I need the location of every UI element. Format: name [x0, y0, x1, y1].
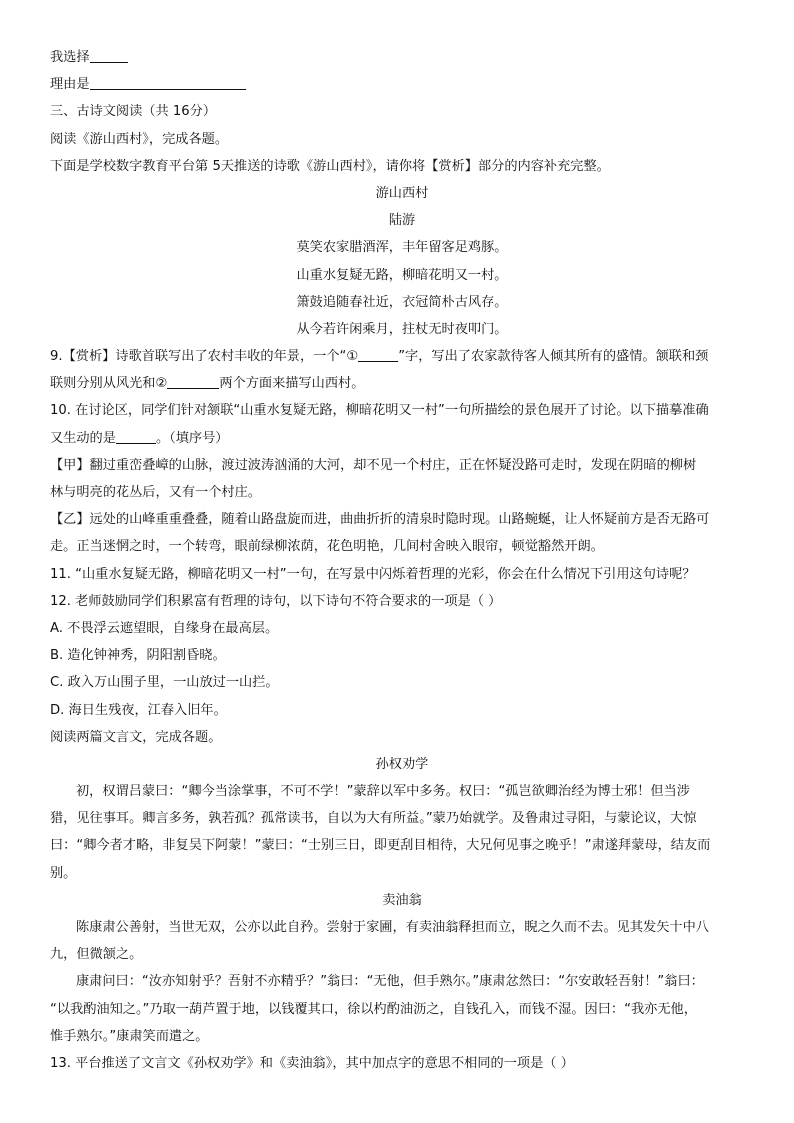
text-2-title: 卖油翁 [382, 892, 422, 908]
q9-text: 两个方面来描写山西村。 [219, 376, 365, 392]
poem-line: 箫鼓追随春社近，衣冠简朴古风存。 [296, 294, 508, 310]
text-1-line: 猎，见往事耳。卿言多务，孰若孤？孤常读书，自以为大有所益。”蒙乃始就学。及鲁肃过寻阳，与蒙论议，大惊 [50, 811, 697, 827]
question-12-option-c[interactable]: C. 政入万山围子里，一山放过一山拦。 [50, 675, 279, 691]
question-12-option-d[interactable]: D. 海日生残夜，江春入旧年。 [50, 702, 227, 718]
choice-label: 我选择 [50, 50, 90, 65]
q9-blank-2[interactable] [167, 373, 219, 389]
option-yi: 【乙】远处的山峰重重叠叠，随着山路盘旋而进，曲曲折折的清泉时隐时现。山路蜿蜒，让人怀疑前方是否无路可 [50, 512, 710, 528]
poem-line: 莫笑农家腊酒浑，丰年留客足鸡豚。 [296, 240, 508, 256]
reason-line [50, 71, 754, 98]
question-12-option-a[interactable]: A. 不畏浮云遮望眼，自缘身在最高层。 [50, 620, 279, 636]
q10-blank[interactable] [116, 428, 156, 444]
question-10-line-1: 10. 在讨论区，同学们针对颔联“山重水复疑无路，柳暗花明又一村”一句所描绘的景色展开了讨论。以下描摹准确 [50, 403, 709, 419]
text-1-line: 曰：“卿今者才略，非复吴下阿蒙！”蒙曰：“士别三日，即更刮目相待，大兄何见事之晚乎！”肃遂拜蒙母，结友而 [50, 838, 711, 854]
question-10-line-2 [50, 425, 754, 452]
question-12-option-b[interactable]: B. 造化钟神秀，阴阳割昏晓。 [50, 648, 226, 664]
text-1-line: 别。 [50, 865, 77, 881]
question-12-stem: 12. 老师鼓励同学们积累富有哲理的诗句，以下诗句不符合要求的一项是（ ） [50, 593, 502, 609]
text-2-line: 惟手熟尔。”康肃笑而遣之。 [50, 1028, 209, 1044]
option-jia: 【甲】翻过重峦叠嶂的山脉，渡过波涛汹涌的大河，却不见一个村庄，正在怀疑没路可走时，发现在阴暗的柳树 [50, 457, 697, 473]
text-2-line: 康肃问曰：“汝亦知射乎？吾射不亦精乎？”翁曰：“无他，但手熟尔。”康肃忿然曰：“尔安敢轻吾射！”翁曰： [76, 974, 704, 990]
text-1-line: 初，权谓吕蒙曰：“卿今当涂掌事，不可不学！”蒙辞以军中多务。权曰：“孤岂欲卿治经为博士邪！但当涉 [76, 784, 690, 800]
instruction-platform: 下面是学校数字教育平台第 5天推送的诗歌《游山西村》，请你将【赏析】部分的内容补充完整。 [50, 158, 610, 174]
text-2-line: “以我酌油知之。”乃取一葫芦置于地，以钱覆其口，徐以杓酌油沥之，自钱孔入，而钱不湿。因曰：“我亦无他， [50, 1001, 697, 1017]
section-heading: 三、古诗文阅读（共 16分） [50, 104, 217, 120]
q10-text: 。（填序号） [155, 430, 229, 446]
q9-blank-1[interactable] [358, 346, 398, 362]
q9-text: 9.【赏析】诗歌首联写出了农村丰收的年景，一个“① [50, 349, 359, 365]
exam-page [50, 44, 754, 1077]
text-1-title: 孙权劝学 [375, 756, 429, 772]
poem-line: 从今若许闲乘月，拄杖无时夜叩门。 [296, 321, 508, 337]
option-yi: 走。正当迷惘之时，一个转弯，眼前绿柳浓荫，花色明艳，几间村舍映入眼帘，顿觉豁然开朗。 [50, 539, 604, 555]
choice-line [50, 44, 754, 71]
poem-line: 山重水复疑无路，柳暗花明又一村。 [296, 267, 508, 283]
q9-text: 联则分别从风光和② [50, 376, 168, 392]
instruction-poem: 阅读《游山西村》，完成各题。 [50, 131, 229, 147]
question-9-line-2 [50, 370, 754, 397]
poem-title: 游山西村 [375, 185, 429, 201]
question-13: 13. 平台推送了文言文《孙权劝学》和《卖油翁》，其中加点字的意思不相同的一项是（ ） [50, 1055, 574, 1071]
option-jia: 林与明亮的花丛后，又有一个村庄。 [50, 485, 261, 500]
q9-text: ”字，写出了农家款待客人倾其所有的盛情。颔联和颈 [398, 349, 709, 365]
question-11: 11. “山重水复疑无路，柳暗花明又一村”一句，在写景中闪烁着哲理的光彩，你会在什么情况下引用这句诗呢？ [50, 566, 696, 582]
text-2-line: 陈康肃公善射，当世无双，公亦以此自矜。尝射于家圃，有卖油翁释担而立，睨之久而不去。见其发矢十中八 [76, 920, 709, 935]
instruction-classical: 阅读两篇文言文，完成各题。 [50, 729, 222, 745]
choice-blank[interactable] [90, 47, 128, 63]
question-9-line-1 [50, 343, 754, 370]
poem-author: 陆游 [388, 213, 416, 229]
text-2-line: 九，但微颔之。 [50, 947, 143, 963]
reason-label: 理由是 [50, 77, 90, 93]
q10-text: 又生动的是 [50, 430, 116, 446]
reason-blank[interactable] [90, 74, 246, 90]
